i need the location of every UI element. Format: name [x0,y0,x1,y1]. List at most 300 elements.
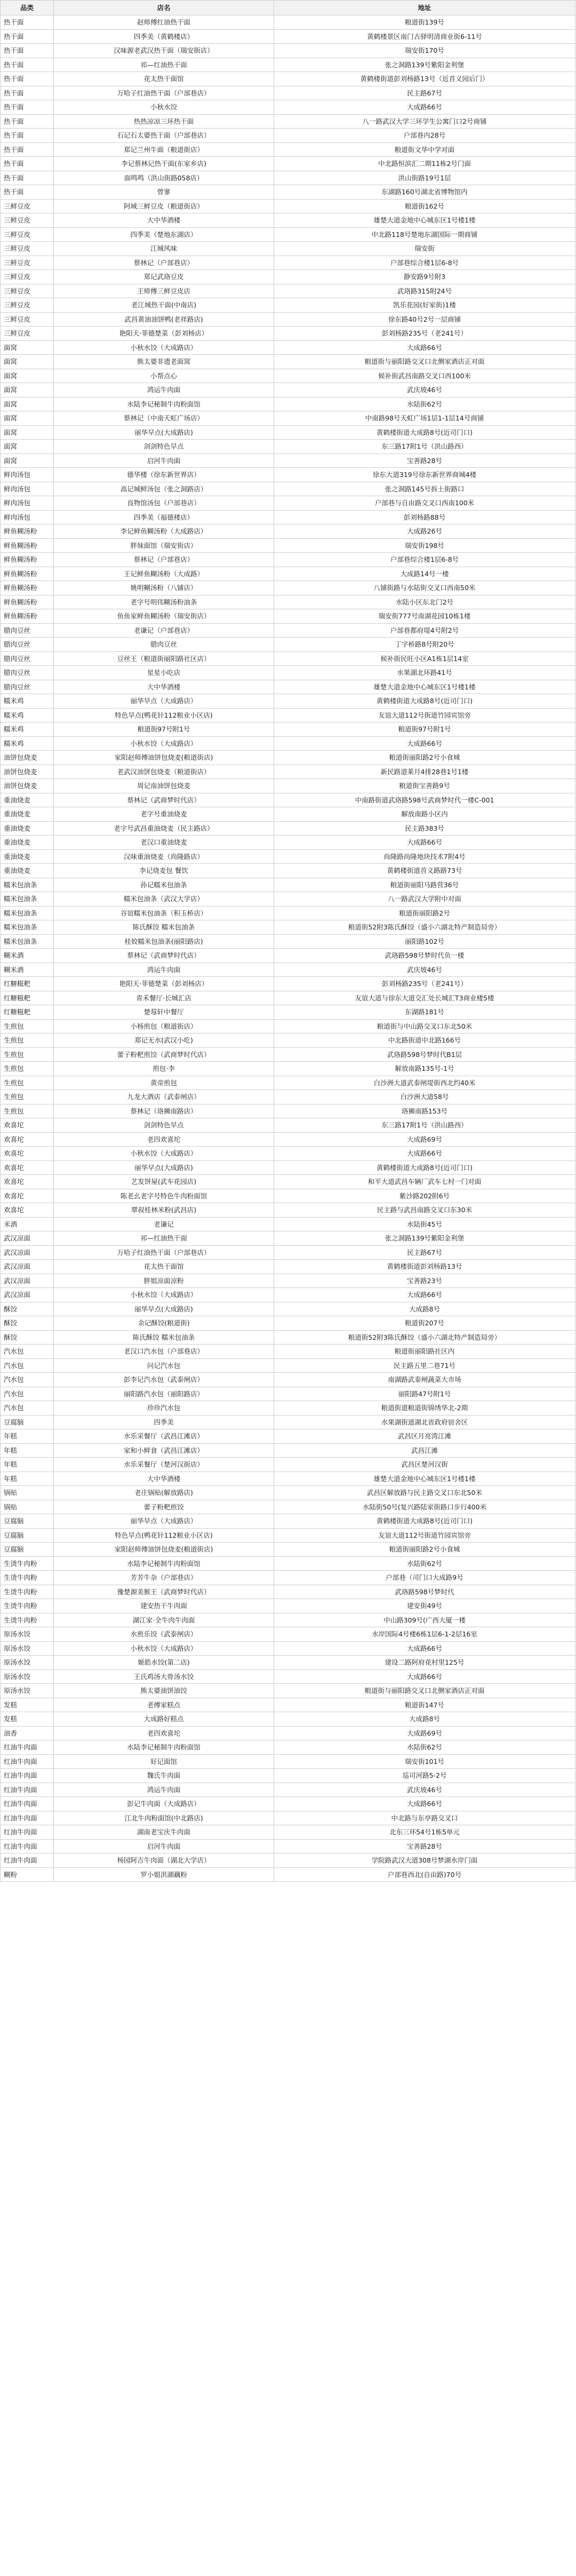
address-cell: 宝善路28号 [274,1839,575,1854]
category-cell: 汽水包 [1,1401,54,1416]
shop-name-cell: 老四欢喜坨 [54,1726,274,1740]
shop-name-cell: 黄帝煎包 [54,1076,274,1090]
category-cell: 鲜鱼糊汤粉 [1,567,54,581]
table-row [1,1627,575,1642]
table-row [1,906,575,920]
category-cell: 糯米鸡 [1,708,54,722]
table-row [1,1472,575,1486]
shop-name-cell: 煎包·李 [54,1062,274,1076]
category-cell: 锅贴 [1,1500,54,1514]
table-row [1,1783,575,1797]
category-cell: 武汉凉面 [1,1288,54,1302]
table-row [1,609,575,624]
address-cell: 户部巷内28号 [274,129,575,143]
address-cell: 中山路309号(广西大厦一楼 [274,1613,575,1627]
category-cell: 面窝 [1,355,54,369]
category-cell: 热干面 [1,72,54,86]
table-row [1,340,575,355]
table-row [1,1726,575,1740]
address-cell: 中北路恒滨汇二期11栋2号门面 [274,157,575,171]
shop-name-cell: 祁—红油热干面 [54,1231,274,1246]
table-row [1,1571,575,1585]
shop-name-cell: 花太热干面馆 [54,1260,274,1274]
category-cell: 热干面 [1,58,54,72]
table-row [1,284,575,298]
table-row [1,1867,575,1882]
table-row [1,1373,575,1387]
category-cell: 面窝 [1,369,54,383]
address-cell: 大成路66号 [274,1288,575,1302]
shop-name-cell: 老字号明伟糊汤粉油条 [54,595,274,609]
address-cell: 八铺街路与水陆街交叉口西南50米 [274,581,575,595]
shop-name-cell: 珍珍汽水包 [54,1401,274,1416]
address-cell: 粮道街52附3陈氏酥饺（盛小六湖北特产制造局旁） [274,1330,575,1345]
shop-name-cell: 德华楼（徐东新世界店） [54,468,274,482]
category-cell: 面窝 [1,440,54,454]
category-cell: 热干面 [1,185,54,200]
shop-name-cell: 四季美（福德楼店） [54,510,274,524]
table-row [1,1656,575,1670]
address-cell: 粮道街52附3陈氏酥饺（盛小六湖北特产制造局旁） [274,920,575,935]
address-cell: 水陆街62号 [274,1556,575,1571]
address-cell: 粮道街207号 [274,1316,575,1331]
shop-name-cell: 石记石太婆热干面（户部巷店） [54,129,274,143]
category-cell: 糯米鸡 [1,722,54,737]
address-cell: 建设二路阿府花村里125号 [274,1656,575,1670]
shop-name-cell: 大中华酒楼 [54,1472,274,1486]
table-row [1,1458,575,1472]
category-cell: 鲜肉汤包 [1,468,54,482]
shop-name-cell: 家阳赵师傅油饼包烧麦(粮道街店) [54,751,274,765]
address-cell: 张之洞路139号紫阳金利堡 [274,1231,575,1246]
table-row [1,1047,575,1062]
address-cell: 雄楚大道金地中心城东区1号楼1楼 [274,1472,575,1486]
table-row [1,256,575,270]
address-cell: 黄鹤楼街道大成路8号(近司门口) [274,694,575,709]
shop-name-cell: 青禾餐厅·长城汇店 [54,991,274,1005]
shop-name-cell: 王氏鸡汤大骨汤水饺 [54,1669,274,1684]
table-row [1,708,575,722]
table-row [1,666,575,680]
category-cell: 红油牛肉面 [1,1740,54,1755]
category-cell: 三鲜豆皮 [1,298,54,313]
table-row [1,1217,575,1231]
table-row [1,440,575,454]
address-cell: 民主路与武昌南路交叉口东30米 [274,1203,575,1218]
category-cell: 欢喜坨 [1,1203,54,1218]
address-cell: 武珞路598号梦时代 [274,1585,575,1599]
table-row [1,1076,575,1090]
shop-name-cell: 豆丝王（粮道街丽阳路社区店） [54,651,274,666]
category-cell: 三鲜豆皮 [1,199,54,213]
category-cell: 红油牛肉面 [1,1854,54,1868]
table-row [1,213,575,228]
shop-name-cell: 陈老幺老字号特色牛肉粉面馆 [54,1189,274,1203]
table-row [1,312,575,327]
address-cell: 丽阳路47号附1号 [274,1387,575,1401]
table-row [1,920,575,935]
shop-name-cell: 彭李记汽水包（武泰闸店） [54,1373,274,1387]
shop-name-cell: 罗小姐洪湖藕粉 [54,1867,274,1882]
table-row [1,1698,575,1712]
table-row [1,1585,575,1599]
address-cell: 尚隆路尚隆地块技术7附4号 [274,849,575,864]
table-row [1,1203,575,1218]
address-cell: 瑞安街 [274,242,575,256]
shop-name-cell: 郑记武珞豆皮 [54,270,274,284]
address-cell: 东湖路181号 [274,1005,575,1020]
shop-name-cell: 四季美 [54,1415,274,1429]
category-cell: 腊肉豆丝 [1,680,54,694]
address-cell: 水陆街62号 [274,1740,575,1755]
address-cell: 武珞路598号梦时代B1层 [274,1047,575,1062]
table-row [1,1160,575,1175]
category-cell: 豆腐脑 [1,1415,54,1429]
shop-name-cell: 蔡林记（武商梦时代店） [54,949,274,963]
address-cell: 大成路66号 [274,340,575,355]
shop-name-cell: 蕾子粉粑煎饺 [54,1500,274,1514]
shop-name-cell: 武昌黄油油饼鸭(老祥路店) [54,312,274,327]
category-cell: 生烫牛肉粉 [1,1613,54,1627]
address-cell: 八一路武汉大学三环学生公寓门口2号商铺 [274,114,575,129]
category-cell: 热干面 [1,29,54,44]
shop-name-cell: 水陆李记秘制牛肉粉面馆 [54,1556,274,1571]
address-cell: 民主路383号 [274,821,575,836]
address-cell: 瑞安街170号 [274,44,575,58]
shop-name-cell: 杨园阿吉牛肉面（湖北大学店） [54,1854,274,1868]
shop-name-cell: 老汉口汽水包（户部巷店） [54,1345,274,1359]
category-cell: 红糖糍粑 [1,991,54,1005]
table-row [1,949,575,963]
address-cell: 粮道街与丽阳路交叉口北侧家酒店正对面 [274,355,575,369]
table-row [1,1189,575,1203]
table-row [1,878,575,892]
category-cell: 热干面 [1,44,54,58]
address-cell: 友谊大道112号街道竹园宾馆旁 [274,1528,575,1543]
shop-name-cell: 家阳赵师傅油饼包烧麦(粮道街店) [54,1543,274,1557]
shop-name-cell: 丽华早点(大成路店) [54,1160,274,1175]
address-cell: 大成路8号 [274,1712,575,1727]
category-cell: 汽水包 [1,1345,54,1359]
shop-name-cell: 熊太婆非遗老面窝 [54,355,274,369]
category-cell: 欢喜坨 [1,1118,54,1133]
category-cell: 鲜肉汤包 [1,482,54,496]
address-cell: 雄楚大道金地中心城东区1号楼1楼 [274,680,575,694]
table-row [1,1712,575,1727]
category-cell: 生煎包 [1,1062,54,1076]
category-cell: 热干面 [1,114,54,129]
category-cell: 原汤水饺 [1,1669,54,1684]
address-cell: 大成路66号 [274,736,575,751]
address-cell: 大成路66号 [274,1641,575,1656]
table-row [1,1288,575,1302]
category-cell: 原汤水饺 [1,1627,54,1642]
address-cell: 瑞安街777号南湖花园10栋1楼 [274,609,575,624]
table-row [1,1811,575,1825]
address-cell: 宝善路28号 [274,454,575,468]
category-cell: 生烫牛肉粉 [1,1585,54,1599]
category-cell: 鲜鱼糊汤粉 [1,609,54,624]
category-cell: 鲜鱼糊汤粉 [1,524,54,539]
address-cell: 白沙洲大道58号 [274,1090,575,1104]
shop-name-cell: 郑记兰州牛面（粮道街店） [54,142,274,157]
category-cell: 红油牛肉面 [1,1797,54,1811]
table-row [1,524,575,539]
address-cell: 水陆小区东北门2号 [274,595,575,609]
shop-name-cell: 鸿运牛肉面 [54,383,274,397]
category-cell: 重油烧麦 [1,849,54,864]
address-cell: 大成路66号 [274,1147,575,1161]
category-cell: 面窝 [1,425,54,440]
address-cell: 大成路66号 [274,1797,575,1811]
address-cell: 武庆坡46号 [274,1783,575,1797]
table-row [1,86,575,100]
address-cell: 东三路17附1号（洪山路西） [274,1118,575,1133]
shop-name-cell: 李记鲜鱼糊汤粉（大成路店） [54,524,274,539]
address-cell: 武昌区楚河汉街 [274,1458,575,1472]
address-cell: 瑞安街198号 [274,538,575,553]
category-cell: 武汉凉面 [1,1274,54,1288]
category-cell: 糯米鸡 [1,694,54,709]
table-row [1,199,575,213]
table-row [1,963,575,977]
shop-name-cell: 蔡林记（珞狮南路店） [54,1104,274,1118]
address-cell: 友谊大道与徐东大道交汇处长城汇T3商业楼5楼 [274,991,575,1005]
table-row [1,1358,575,1373]
table-row [1,1033,575,1048]
shop-name-cell: 熊太婆油饼油饺 [54,1684,274,1698]
address-cell: 黄鹤楼街道大成路8号(近司门口) [274,425,575,440]
category-cell: 欢喜坨 [1,1147,54,1161]
table-row [1,1825,575,1840]
shop-name-cell: 水陆李记秘制牛肉粉面馆 [54,397,274,411]
address-cell: 黄鹤楼街道彭刘杨路13号（近首义园后门） [274,72,575,86]
category-cell: 糊米酒 [1,949,54,963]
table-row [1,1684,575,1698]
shop-name-cell: 艳阳天·菲德楚菜（彭刘杨店） [54,327,274,341]
address-cell: 静安路9号附3 [274,270,575,284]
shop-name-cell: 花太热干面馆 [54,72,274,86]
address-cell: 水陆街50号(复兴路陆家街路口步行400米 [274,1500,575,1514]
address-cell: 粮道街丽阳马路营36号 [274,878,575,892]
address-cell: 粮道街147号 [274,1698,575,1712]
table-row [1,227,575,242]
category-cell: 武汉凉面 [1,1231,54,1246]
category-cell: 热干面 [1,15,54,30]
category-cell: 鲜鱼糊汤粉 [1,595,54,609]
table-row [1,1613,575,1627]
table-row [1,1132,575,1147]
table-row [1,383,575,397]
address-cell: 粮道街丽阳路社区内 [274,1345,575,1359]
address-cell: 丁字桥路8号附20号 [274,638,575,652]
table-row [1,15,575,30]
shop-name-cell: 蔡林记（武商梦时代店） [54,793,274,807]
address-cell: 中南路街道武珞路598号武商梦时代一楼C-001 [274,793,575,807]
shop-name-cell: 粮道街97号附1号 [54,722,274,737]
table-row [1,651,575,666]
category-cell: 欢喜坨 [1,1160,54,1175]
table-row [1,1062,575,1076]
address-cell: 粮道街丽阳路2号 [274,906,575,920]
address-cell: 粮道街与丽阳路交叉口北侧家酒店正对面 [274,1684,575,1698]
address-cell: 瑞安街101号 [274,1754,575,1769]
shop-name-cell: 小秋水饺（大成路店） [54,340,274,355]
category-cell: 热干面 [1,157,54,171]
table-row [1,1740,575,1755]
category-cell: 锅贴 [1,1486,54,1500]
shop-name-cell: 小秋水饺（大成路店） [54,1641,274,1656]
shop-name-cell: 大中华酒楼 [54,213,274,228]
table-row [1,72,575,86]
category-cell: 糊米酒 [1,963,54,977]
table-row [1,581,575,595]
table-row [1,1514,575,1529]
category-cell: 生烫牛肉粉 [1,1599,54,1613]
table-row [1,510,575,524]
table-row [1,567,575,581]
category-cell: 热干面 [1,100,54,115]
shop-name-cell: 好记面馆 [54,1754,274,1769]
category-cell: 年糕 [1,1443,54,1458]
table-row [1,934,575,949]
address-cell: 东三路17附1号（洪山路西） [274,440,575,454]
address-cell: 武庆坡46号 [274,963,575,977]
category-cell: 原汤水饺 [1,1684,54,1698]
table-row [1,623,575,638]
table-row [1,369,575,383]
category-cell: 生煎包 [1,1047,54,1062]
shop-name-cell: 九龙大酒店（武泰闸店） [54,1090,274,1104]
shop-name-cell: 胖妹面馆（瑞安街店） [54,538,274,553]
category-cell: 糯米包油条 [1,906,54,920]
address-cell: 候补街武昌南路交叉口西100米 [274,369,575,383]
category-cell: 三鲜豆皮 [1,227,54,242]
address-cell: 张之洞路145号拆土街路口 [274,482,575,496]
table-row [1,454,575,468]
table-row [1,638,575,652]
shop-name-cell: 湖江家·全牛肉牛肉面 [54,1613,274,1627]
address-cell: 武昌江滩 [274,1443,575,1458]
category-cell: 油香 [1,1726,54,1740]
shop-name-cell: 水陆李记秘制牛肉粉面馆 [54,1740,274,1755]
table-row [1,1231,575,1246]
shop-name-cell: 老庄锅贴(解放路店) [54,1486,274,1500]
shop-name-cell: 丽华早点（大成路店） [54,694,274,709]
shop-name-cell: 蕾子粉粑煎饺（武商梦时代店） [54,1047,274,1062]
category-cell: 欢喜坨 [1,1175,54,1189]
table-row [1,482,575,496]
table-row [1,1387,575,1401]
category-cell: 红油牛肉面 [1,1825,54,1840]
table-row [1,157,575,171]
table-row [1,793,575,807]
address-cell: 水果湖街道湖北省政府宿舍区 [274,1415,575,1429]
address-cell: 紫沙路202附6号 [274,1189,575,1203]
shop-name-cell: 李记蔡林记热干面(东家乡店) [54,157,274,171]
table-row [1,1543,575,1557]
category-cell: 三鲜豆皮 [1,256,54,270]
address-cell: 宝善路23号 [274,1274,575,1288]
table-row [1,736,575,751]
table-row [1,1500,575,1514]
category-cell: 面窝 [1,383,54,397]
shop-name-cell: 艺发饼屋(武车花园店) [54,1175,274,1189]
table-row [1,58,575,72]
shop-name-cell: 汉味源老武汉热干面（瑞安街店） [54,44,274,58]
shop-name-cell: 家和小鲜食（武昌江滩店） [54,1443,274,1458]
category-cell: 武汉凉面 [1,1245,54,1260]
table-row [1,1245,575,1260]
category-cell: 三鲜豆皮 [1,284,54,298]
address-cell: 粮道街97号附1号 [274,722,575,737]
category-cell: 汽水包 [1,1387,54,1401]
table-row [1,1641,575,1656]
table-row [1,29,575,44]
shop-name-cell: 小杨煎包（粮道街店） [54,1019,274,1033]
shop-name-cell: 楚莓轩中餐厅 [54,1005,274,1020]
address-cell: 大成路8号 [274,1302,575,1316]
category-cell: 红糖糍粑 [1,977,54,991]
shop-name-cell: 蔡林记（中南天虹广场店） [54,411,274,426]
category-cell: 生烫牛肉粉 [1,1556,54,1571]
table-row [1,821,575,836]
address-cell: 粮道街丽阳路2号小食城 [274,1543,575,1557]
category-cell: 面窝 [1,340,54,355]
table-row [1,298,575,313]
address-cell: 黄鹤楼街道彭刘杨路13号 [274,1260,575,1274]
table-row [1,1769,575,1783]
table-row [1,1556,575,1571]
table-row [1,694,575,709]
address-cell: 八一路武汉大学附中对面 [274,892,575,907]
table-row [1,595,575,609]
category-cell: 三鲜豆皮 [1,327,54,341]
shop-name-cell: 老汉口重油烧麦 [54,836,274,850]
category-cell: 面窝 [1,454,54,468]
category-cell: 汽水包 [1,1373,54,1387]
table-row [1,680,575,694]
category-cell: 生煎包 [1,1090,54,1104]
category-cell: 重油烧麦 [1,807,54,822]
table-row [1,1316,575,1331]
shop-name-cell: 大中华酒楼 [54,680,274,694]
address-cell: 武昌区月亮湾江滩 [274,1429,575,1444]
shop-name-cell: 祁—红油热干面 [54,58,274,72]
category-cell: 酥饺 [1,1302,54,1316]
address-cell: 珞狮南路153号 [274,1104,575,1118]
header-category: 品类 [1,1,54,15]
shop-name-cell: 特色早点(鸭花针112粮业小区店) [54,1528,274,1543]
category-cell: 生烫牛肉粉 [1,1571,54,1585]
table-row [1,1754,575,1769]
shop-name-cell: 问记汽水包 [54,1358,274,1373]
category-cell: 热干面 [1,142,54,157]
table-row [1,1104,575,1118]
table-row [1,1669,575,1684]
shop-name-cell: 老江城热干面(中南店) [54,298,274,313]
shop-name-cell: 糯米包油条（武汉大学店） [54,892,274,907]
shop-name-cell: 王记鲜鱼糊汤粉（大成路） [54,567,274,581]
shop-name-cell: 周记南油饼包烧麦 [54,779,274,793]
address-cell: 中北路118号楚地东湖国际一期商铺 [274,227,575,242]
category-cell: 豆腐脑 [1,1528,54,1543]
shop-name-cell: 赵师傅红油热干面 [54,15,274,30]
table-row [1,991,575,1005]
category-cell: 糯米包油条 [1,892,54,907]
category-cell: 年糕 [1,1458,54,1472]
address-cell: 彭刘杨路88号 [274,510,575,524]
